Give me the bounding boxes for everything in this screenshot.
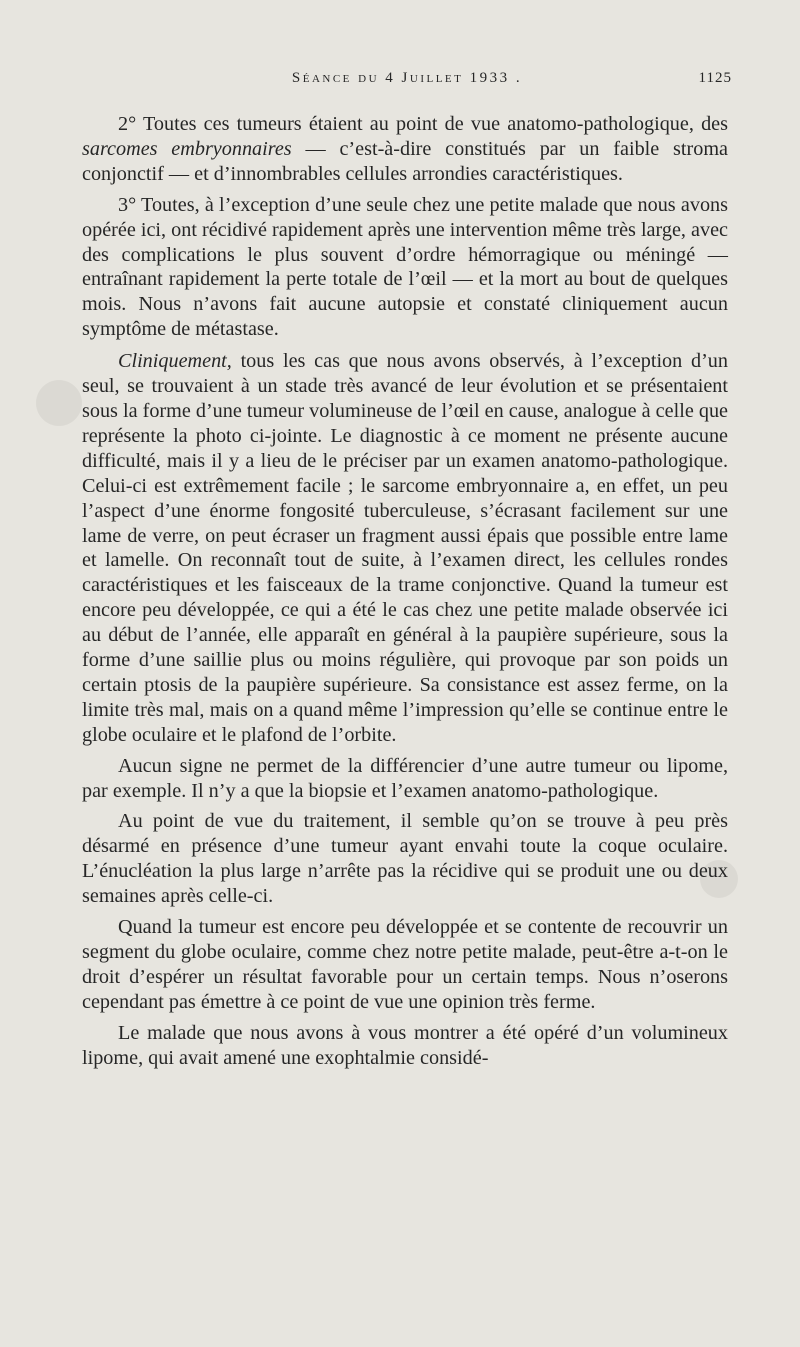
paragraph (82, 112, 728, 187)
paragraph-text: tous les cas que nous avons observés, à l’exception d’un seul, se trouvaient à un stade très avancé de leur évolution et se présentaient sous la forme d’une tumeur volumineuse de l’œil en cause, analogue à celle que représente la photo ci-jointe. Le diagnostic à ce moment ne présente aucune difficulté, mais il y a lieu de le préciser par un examen anatomo-pathologique. Celui-ci est extrêmement facile ; le sarcome embryonnaire a, en effet, un peu l’aspect d’une énorme fongosité tuberculeuse, s’écrasant facilement sur une lame de verre, on peut écraser un fragment aussi épais que possible entre lame et lamelle. On reconnaît tout de suite, à l’examen direct, les cellules rondes caractéristiques et les faisceaux de la trame conjonctive. Quand la tumeur est encore peu développée, ce qui a été le cas chez une petite malade observée ici au début de l’année, elle apparaît en général à la paupière supérieure, sous la forme d’une saillie plus ou moins régulière, qui provoque par son poids un certain ptosis de la paupière supérieure. Sa consistance est assez ferme, on la limite très mal, mais on a quand même l’impression qu’elle se continue entre le globe oculaire et le plafond de l’orbite. (82, 350, 728, 746)
paper-stain (36, 380, 82, 426)
paragraph (82, 349, 728, 748)
body-text (82, 112, 728, 1080)
paragraph-text: 2° Toutes ces tumeurs étaient au point de vue anatomo-pathologique, des (118, 113, 728, 135)
page-number: 1125 (698, 70, 732, 86)
emphasized-term: sarcomes embryonnaires (82, 137, 292, 160)
paragraph: Quand la tumeur est encore peu développée et se contente de recouvrir un segment du globe oculaire, comme chez notre petite malade, peut-être a-t-on le droit d’espérer un résultat favorable pour un certain temps. Nous n’oserons cependant pas émettre à ce point de vue une opinion très ferme. (82, 916, 728, 1013)
emphasized-term: Cliniquement, (118, 350, 232, 373)
page-header (82, 70, 732, 100)
running-head: Séance du 4 Juillet 1933 . (291, 70, 523, 86)
paragraph: Au point de vue du traitement, il semble qu’on se trouve à peu près désarmé en présence d’une tumeur ayant envahi toute la coque oculaire. L’énucléation la plus large n’arrête pas la récidive qui se produit une ou deux semaines après celle-ci. (82, 810, 728, 908)
paragraph: 3° Toutes, à l’exception d’une seule chez une petite malade que nous avons opérée ici, ont récidivé rapidement après une intervention même très large, avec des complications le plus souvent d’ordre hémorragique ou méningé — entraînant rapidement la perte totale de l’œil — et la mort au bout de quelques mois. Nous n’avons fait aucune autopsie et constaté cliniquement aucun symptôme de métastase. (82, 193, 728, 341)
paragraph: Le malade que nous avons à vous montrer a été opéré d’un volumineux lipome, qui avait amené une exophtalmie considé- (82, 1021, 728, 1069)
paragraph: Aucun signe ne permet de la différencier d’une autre tumeur ou lipome, par exemple. Il n’y a que la biopsie et l’examen anatomo-pathologique. (82, 754, 728, 802)
paragraph-text: — c’est-à-dire constitués par un faible stroma conjonctif — et d’innombrables cellules arrondies caractéristiques. (82, 137, 728, 185)
